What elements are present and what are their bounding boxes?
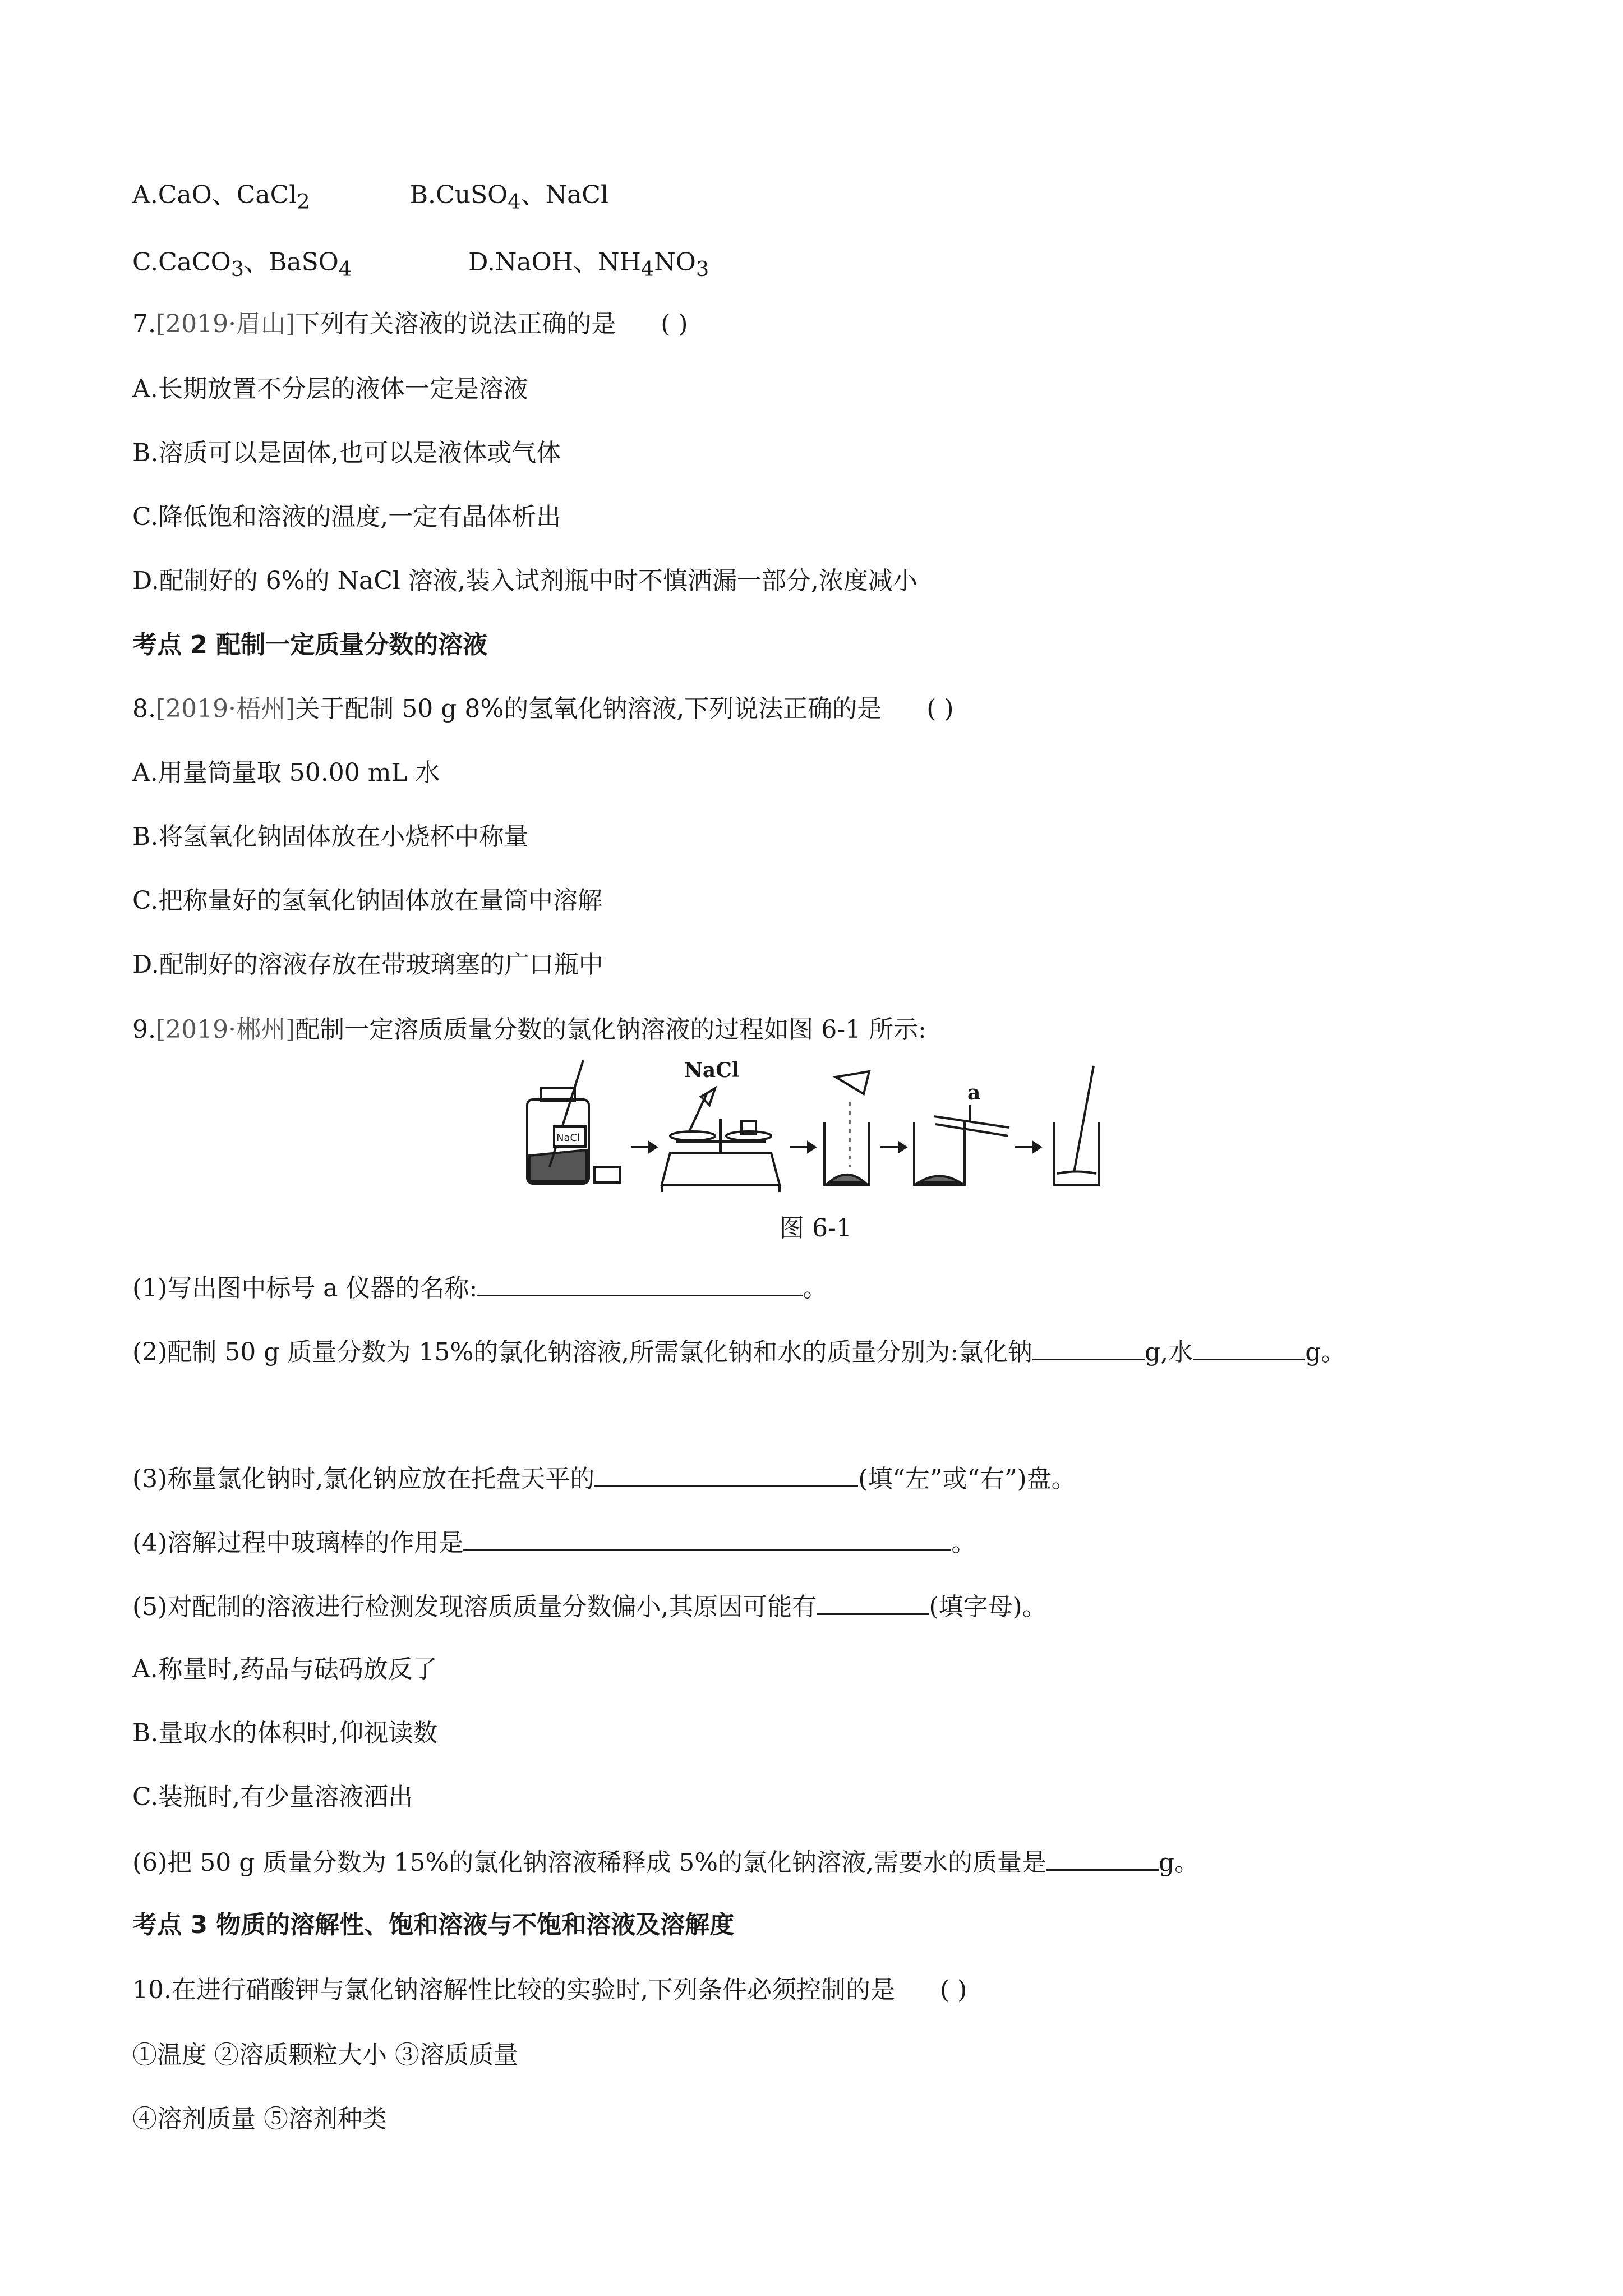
q9-sub6-end: g。 (1159, 1848, 1200, 1877)
q6-option-d: D.NaOH、NH (468, 248, 641, 277)
q9-sub2-text: (2)配制 50 g 质量分数为 15%的氯化钠溶液,所需氯化钠和水的质量分别为:氯化钠 (132, 1338, 1033, 1366)
q8-option: D.配制好的溶液存放在带玻璃塞的广口瓶中 (132, 950, 603, 979)
q6-option-d-sub2: 3 (695, 256, 709, 281)
q9-option: C.装瓶时,有少量溶液洒出 (132, 1783, 413, 1811)
q8-text: 关于配制 50 g 8%的氢氧化钠溶液,下列说法正确的是 (295, 694, 882, 723)
q9-sub6 (132, 1844, 1199, 1880)
q9-text: 配制一定溶质质量分数的氯化钠溶液的过程如图 6-1 所示: (295, 1015, 926, 1044)
q6-options-ab (132, 178, 608, 219)
figure-label-a: a (967, 1081, 981, 1105)
q9-sub6-text: (6)把 50 g 质量分数为 15%的氯化钠溶液稀释成 5%的氯化钠溶液,需要水的质量是 (132, 1848, 1046, 1877)
q10-conditions: ④溶剂质量 ⑤溶剂种类 (132, 2105, 387, 2133)
q8-source: [2019·梧州] (155, 694, 296, 723)
q6-options-cd (132, 246, 709, 286)
q7-option: A.长期放置不分层的液体一定是溶液 (132, 375, 528, 403)
q6-option-d-mid: NO (654, 248, 696, 277)
q9-option: B.量取水的体积时,仰视读数 (132, 1719, 438, 1747)
q7-option: C.降低饱和溶液的温度,一定有晶体析出 (132, 503, 561, 531)
bottle-label: NaCl (556, 1132, 580, 1144)
q10-conditions: ①温度 ②溶质颗粒大小 ③溶质质量 (132, 2041, 518, 2069)
q6-option-a-sub: 2 (297, 189, 310, 214)
q6-option-d-sub1: 4 (640, 256, 654, 281)
q10-stem (132, 1973, 967, 2007)
arrow-icon (1015, 1143, 1040, 1152)
q9-sub1-text: (1)写出图中标号 a 仪器的名称: (132, 1274, 478, 1303)
q9-sub3-text: (3)称量氯化钠时,氯化钠应放在托盘天平的 (132, 1465, 595, 1493)
q6-option-a: A.CaO、CaCl (132, 181, 297, 209)
q8-number: 8. (132, 694, 156, 723)
q9-sub2 (132, 1334, 1345, 1369)
q9-stem (132, 1013, 926, 1047)
q9-sub2-end: g。 (1305, 1338, 1346, 1366)
q9-sub4-text: (4)溶解过程中玻璃棒的作用是 (132, 1529, 464, 1557)
answer-blank[interactable] (1046, 1844, 1159, 1871)
reagent-bottle-icon (527, 1060, 620, 1184)
q7-option: D.配制好的 6%的 NaCl 溶液,装入试剂瓶中时不慎洒漏一部分,浓度减小 (132, 567, 917, 595)
q9-sub1-end: 。 (803, 1274, 828, 1303)
q9-sub5 (132, 1589, 1047, 1624)
answer-blank[interactable] (477, 1270, 803, 1296)
q9-sub4 (132, 1525, 976, 1560)
arrow-icon (880, 1143, 906, 1152)
q9-sub5-text: (5)对配制的溶液进行检测发现溶质质量分数偏小,其原因可能有 (132, 1593, 817, 1621)
q7-option: B.溶质可以是固体,也可以是液体或气体 (132, 439, 561, 467)
answer-blank[interactable] (1193, 1334, 1305, 1360)
q8-answer-paren: ( ) (926, 694, 954, 723)
q7-text: 下列有关溶液的说法正确的是 (295, 310, 616, 338)
q6-option-b-sub: 4 (508, 189, 521, 214)
answer-blank[interactable] (594, 1461, 858, 1487)
beaker-icon (1054, 1066, 1099, 1185)
q9-sub3-end: (填“左”或“右”)盘。 (858, 1465, 1076, 1493)
q7-answer-paren: ( ) (661, 310, 688, 338)
q9-number: 9. (132, 1015, 156, 1044)
q8-stem (132, 692, 954, 726)
answer-blank[interactable] (1032, 1334, 1145, 1360)
q9-sub2-mid: g,水 (1145, 1338, 1193, 1366)
q8-option: A.用量筒量取 50.00 mL 水 (132, 758, 440, 787)
q6-option-c: C.CaCO (132, 248, 231, 277)
q9-sub1 (132, 1270, 827, 1305)
q7-stem (132, 307, 688, 341)
arrow-icon (790, 1143, 815, 1152)
q8-option: C.把称量好的氢氧化钠固体放在量筒中溶解 (132, 886, 603, 915)
q10-text: 10.在进行硝酸钾与氯化钠溶解性比较的实验时,下列条件必须控制的是 (132, 1976, 895, 2004)
q7-number: 7. (132, 310, 156, 338)
q9-option: A.称量时,药品与砝码放反了 (132, 1655, 437, 1683)
q6-option-c-mid: 、BaSO (244, 248, 339, 277)
q9-sub4-end: 。 (951, 1529, 976, 1557)
beaker-icon (914, 1105, 1009, 1185)
q10-answer-paren: ( ) (939, 1976, 967, 2004)
figure-label-nacl: NaCl (684, 1059, 740, 1082)
q6-option-b: B.CuSO (409, 181, 508, 209)
answer-blank[interactable] (817, 1589, 929, 1615)
q9-sub3 (132, 1461, 1076, 1496)
q8-option: B.将氢氧化钠固体放在小烧杯中称量 (132, 822, 529, 851)
arrow-icon (631, 1143, 656, 1152)
figure-caption: 图 6-1 (780, 1214, 852, 1243)
beaker-icon (824, 1071, 869, 1185)
q6-option-b-tail: 、NaCl (520, 181, 609, 209)
q9-source: [2019·郴州] (155, 1015, 296, 1044)
answer-blank[interactable] (463, 1525, 951, 1551)
q6-option-c-sub1: 3 (230, 256, 245, 281)
section-heading: 考点 3 物质的溶解性、饱和溶液与不饱和溶液及溶解度 (132, 1911, 735, 1939)
q6-option-c-sub2: 4 (338, 256, 352, 281)
balance-icon (662, 1088, 780, 1192)
experiment-figure (522, 1055, 1138, 1200)
q7-source: [2019·眉山] (155, 310, 296, 338)
q9-sub5-end: (填字母)。 (929, 1593, 1047, 1621)
section-heading: 考点 2 配制一定质量分数的溶液 (132, 631, 488, 659)
